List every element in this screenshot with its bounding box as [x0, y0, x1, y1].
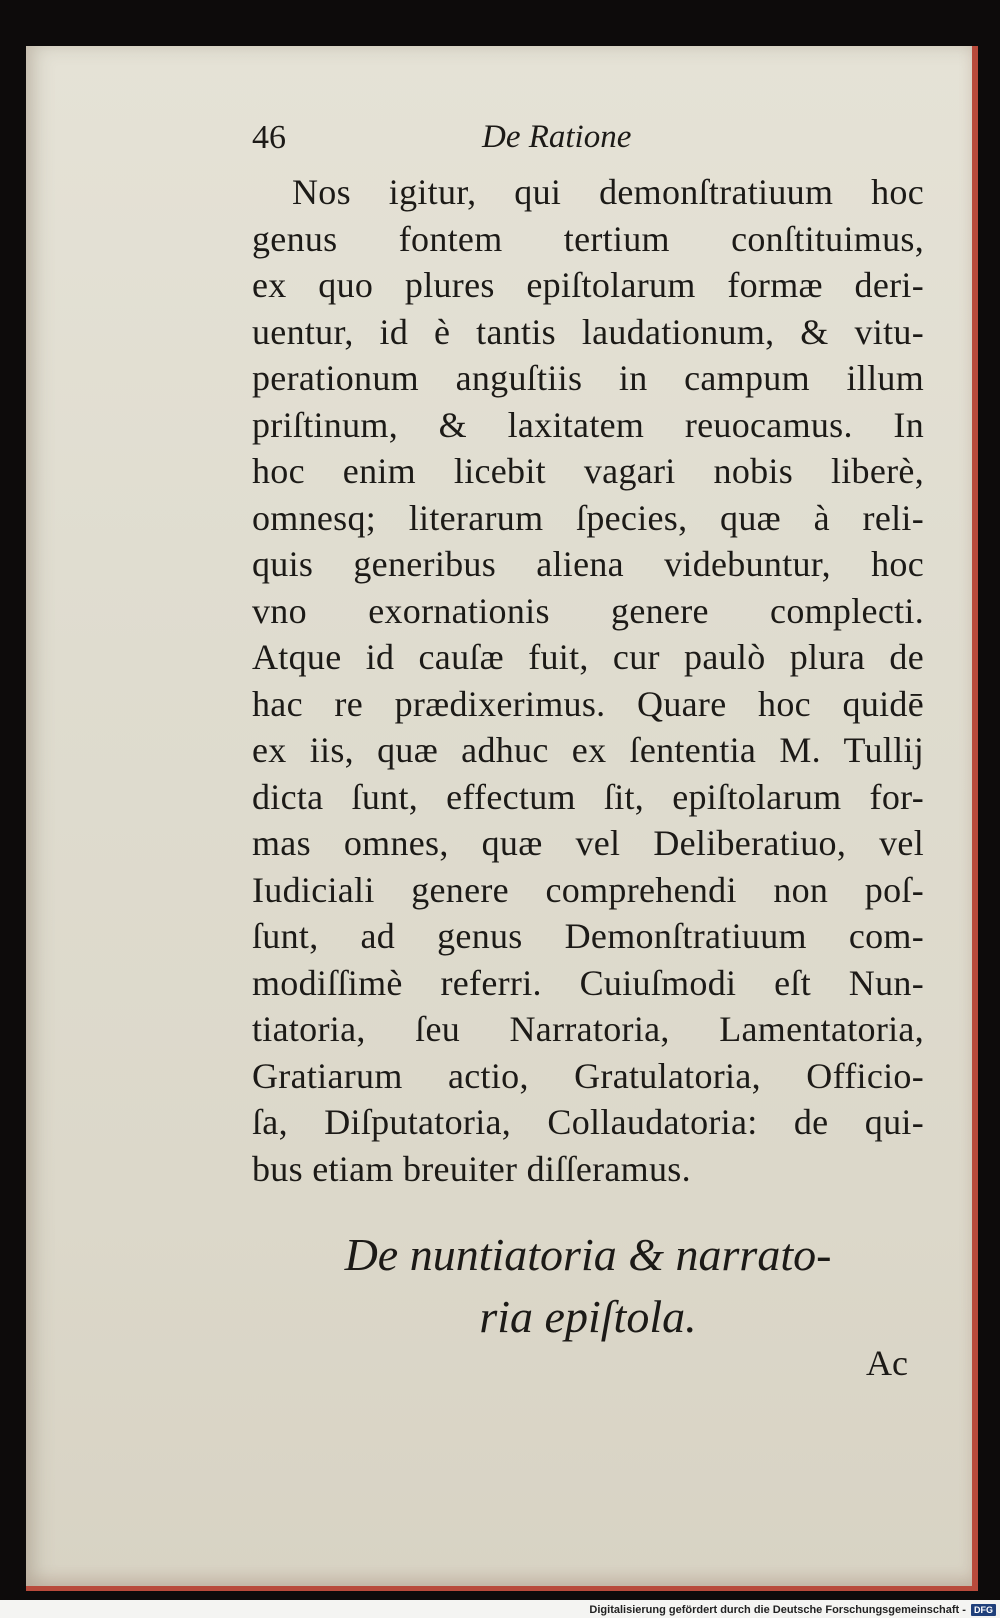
running-head	[252, 119, 924, 167]
footer-text: Digitalisierung gefördert durch die Deutsche Forschungsgemeinschaft -	[589, 1604, 966, 1616]
text-line: dicta ſunt, effectum ſit, epiſtolarum for-	[252, 776, 924, 817]
text-line: omnesq; literarum ſpecies, quæ à reli-	[252, 497, 924, 538]
text-line: priſtinum, & laxitatem reuocamus. In	[252, 404, 924, 445]
text-line: hac re prædixerimus. Quare hoc quidē	[252, 683, 924, 724]
footer-credit	[589, 1604, 996, 1616]
text-block	[252, 119, 924, 1348]
text-line: ex iis, quæ adhuc ex ſententia M. Tullij	[252, 730, 924, 770]
text-line: ex quo plures epiſtolarum formæ deri-	[252, 265, 924, 305]
text-line: vno exornationis genere complecti.	[252, 590, 924, 631]
catchword: Ac	[866, 1343, 908, 1383]
text-line: hoc enim licebit vagari nobis liberè,	[252, 451, 924, 491]
text-line: modiſſimè referri. Cuiuſmodi eſt Nun-	[252, 962, 924, 1003]
dfg-logo: DFG	[971, 1604, 996, 1616]
running-title: De Ratione	[482, 119, 632, 155]
text-line: Iudiciali genere comprehendi non poſ-	[252, 869, 924, 910]
text-line: mas omnes, quæ vel Deliberatiuo, vel	[252, 823, 924, 863]
text-line: perationum anguſtiis in campum illum	[252, 358, 924, 398]
text-line: Gratiarum actio, Gratulatoria, Officio-	[252, 1055, 924, 1096]
text-line: bus etiam breuiter diſſeramus.	[252, 1148, 691, 1189]
heading-line: ria epiſtola.	[479, 1291, 697, 1342]
book-page	[26, 46, 978, 1591]
page-number: 46	[252, 119, 286, 156]
section-heading	[252, 1224, 924, 1348]
text-line: tiatoria, ſeu Narratoria, Lamentatoria,	[252, 1009, 924, 1049]
text-line: quis generibus aliena videbuntur, hoc	[252, 544, 924, 584]
text-line: Nos igitur, qui demonſtratiuum hoc	[292, 172, 924, 212]
text-line: genus fontem tertium conſtituimus,	[252, 218, 924, 259]
text-line: Atque id cauſæ fuit, cur paulò plura de	[252, 637, 924, 677]
text-line: uentur, id è tantis laudationum, & vitu-	[252, 311, 924, 352]
heading-line: De nuntiatoria & narrato-	[344, 1229, 832, 1280]
body-text	[252, 169, 924, 1192]
text-line: ſunt, ad genus Demonſtratiuum com-	[252, 916, 924, 956]
text-line: ſa, Diſputatoria, Collaudatoria: de qui-	[252, 1102, 924, 1142]
